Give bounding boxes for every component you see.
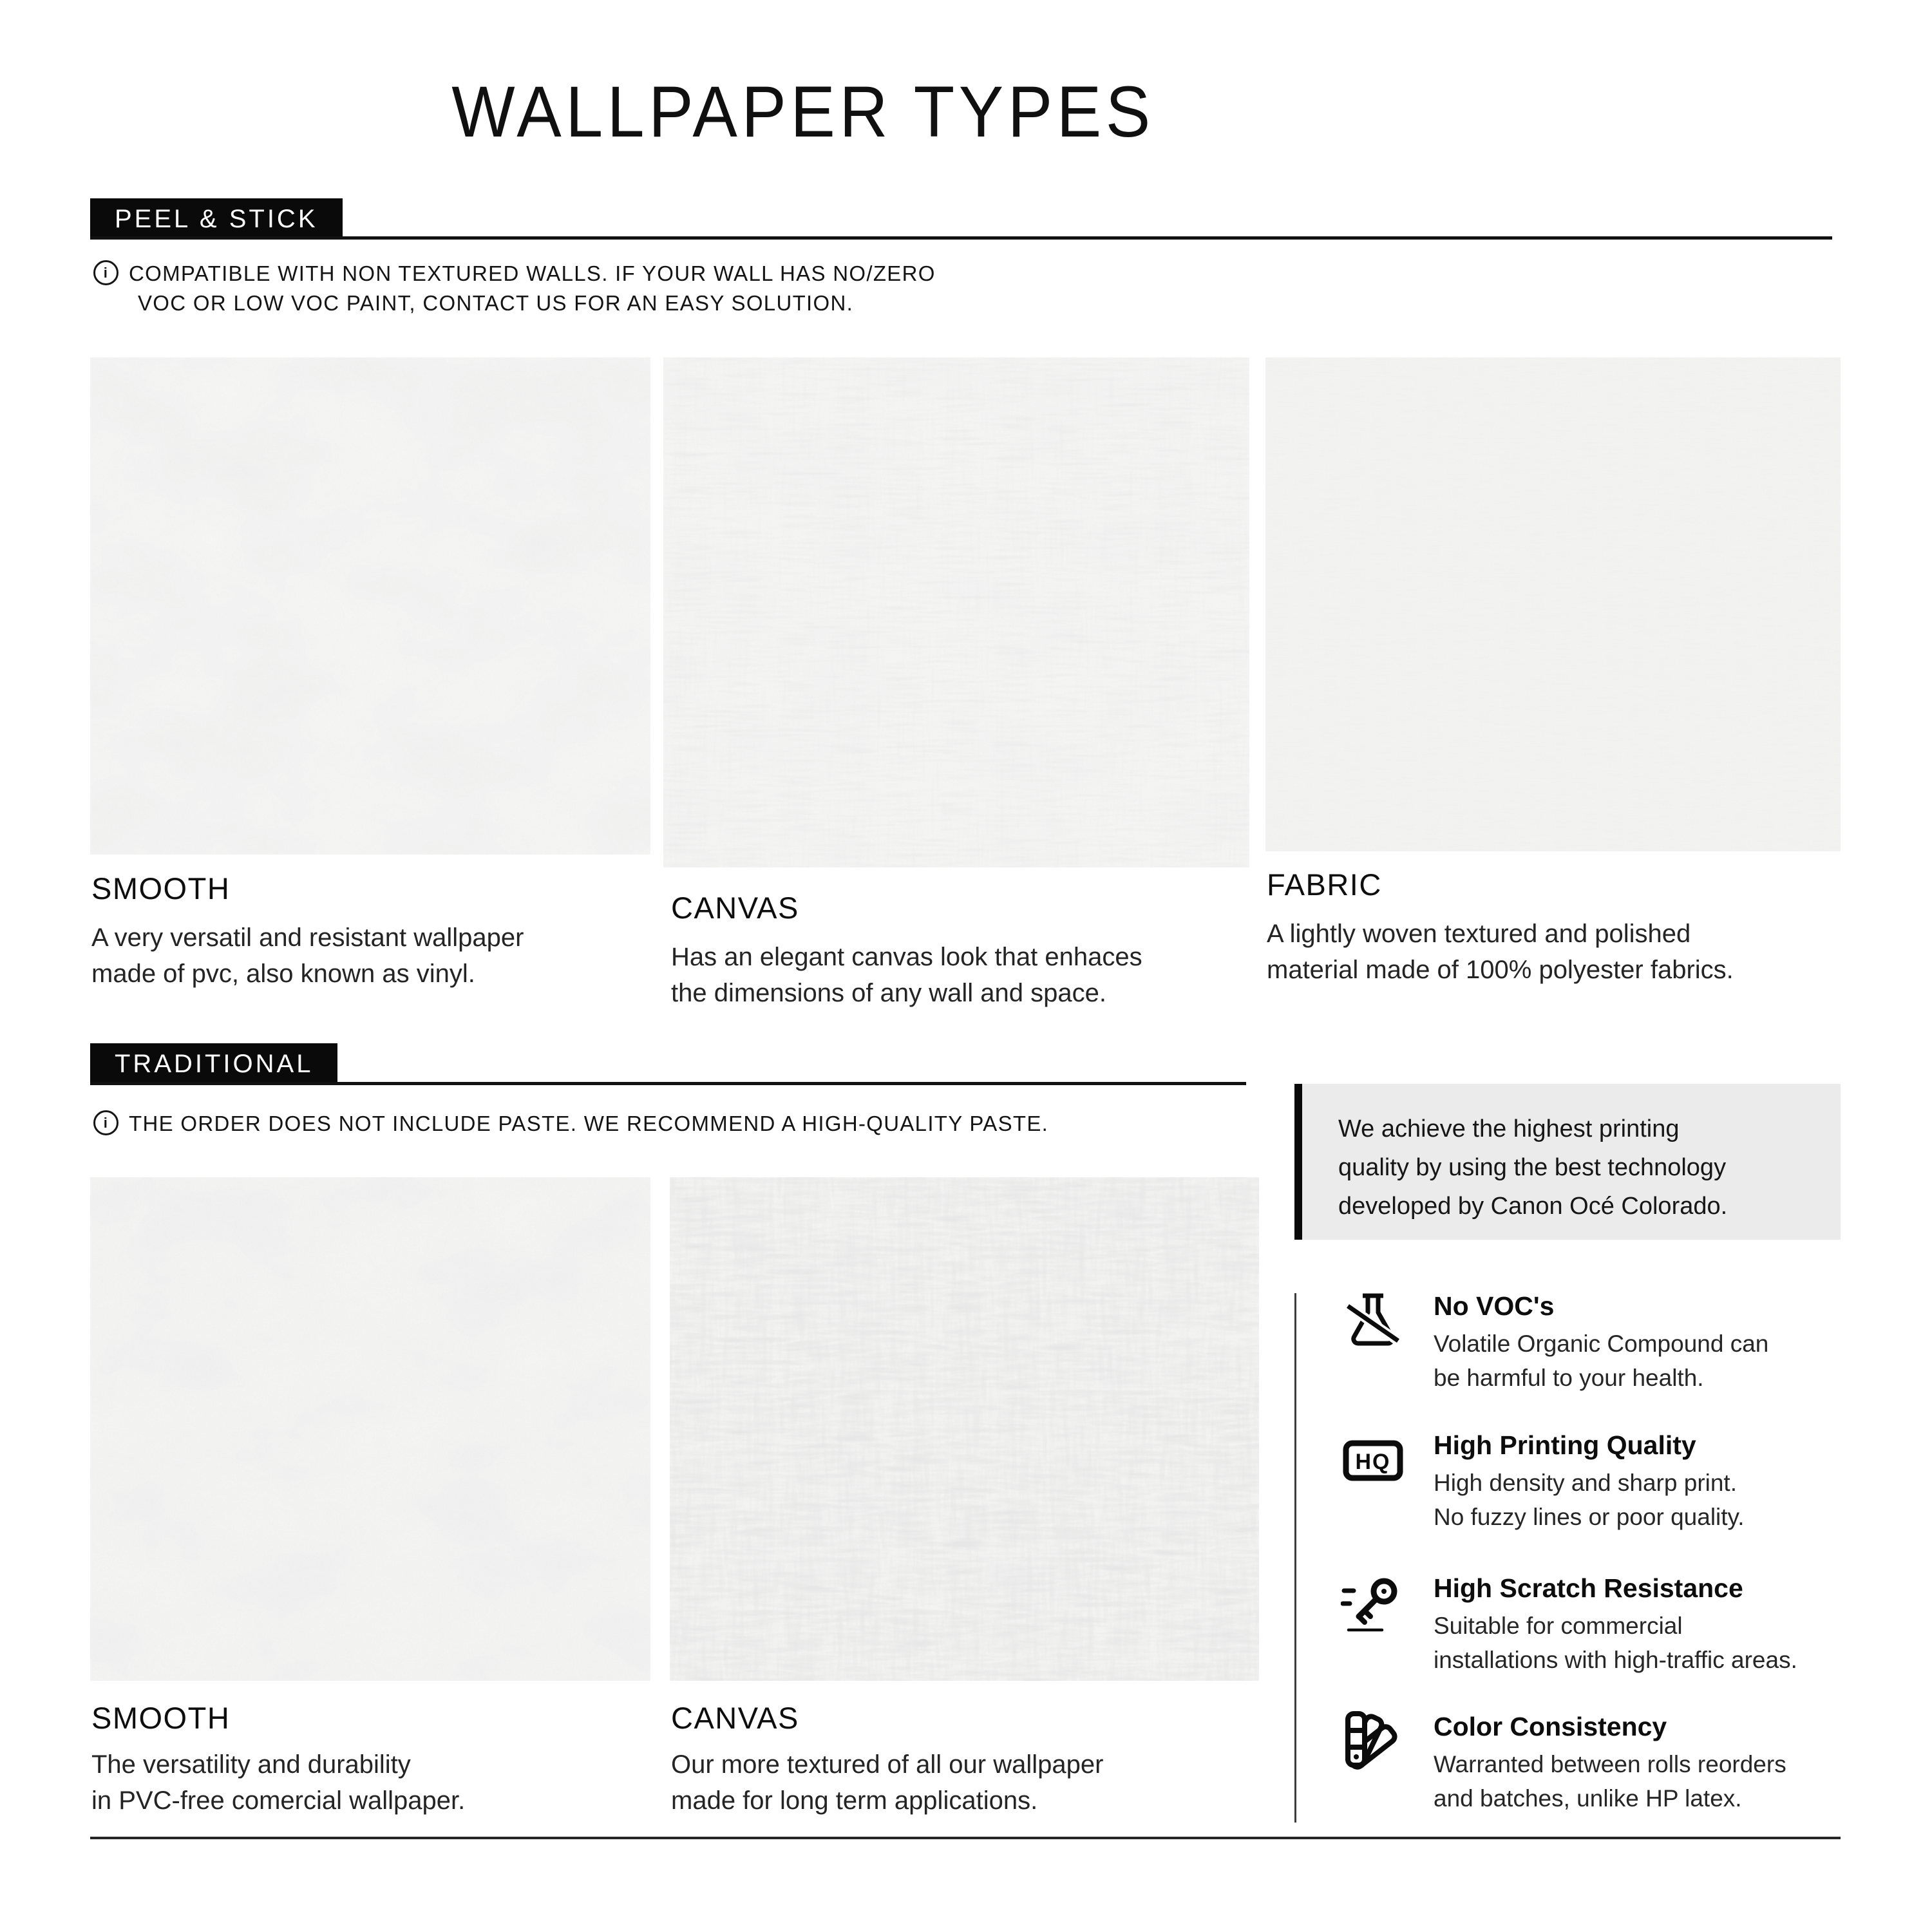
bottom-rule: [90, 1837, 1841, 1839]
traditional-info: [93, 1109, 1048, 1139]
feature-high-printing-quality: [1341, 1428, 1817, 1534]
traditional-rule: [90, 1082, 1246, 1085]
features-divider-line: [1294, 1293, 1296, 1823]
desc-line: A lightly woven textured and polished: [1267, 920, 1691, 948]
peel-stick-badge-label: PEEL & STICK: [90, 198, 343, 240]
quality-note-line: developed by Canon Océ Colorado.: [1338, 1193, 1728, 1220]
desc-line: A very versatil and resistant wallpaper: [91, 923, 524, 952]
no-voc-flask-icon: [1341, 1289, 1405, 1354]
traditional-info-line: THE ORDER DOES NOT INCLUDE PASTE. WE RECOMMEND A HIGH-QUALITY PASTE.: [129, 1112, 1049, 1135]
swatch-description: [91, 920, 524, 992]
swatch-description: [91, 1747, 465, 1819]
feature-desc-line: Suitable for commercial: [1434, 1613, 1683, 1639]
peel-info-line: COMPATIBLE WITH NON TEXTURED WALLS. IF YOUR WALL HAS NO/ZERO: [129, 261, 936, 285]
hq-badge-icon: [1341, 1428, 1405, 1493]
feature-high-scratch-resistance: [1341, 1571, 1817, 1677]
swatch-peel-canvas: [663, 357, 1249, 867]
swatch-description: [671, 939, 1142, 1011]
page-title: WALLPAPER TYPES: [451, 71, 1155, 152]
hq-icon-label: HQ: [1355, 1450, 1391, 1474]
feature-desc-line: No fuzzy lines or poor quality.: [1434, 1504, 1745, 1530]
feature-desc-line: Warranted between rolls reorders: [1434, 1751, 1786, 1777]
quality-note-line: We achieve the highest printing: [1338, 1115, 1680, 1142]
feature-description: [1434, 1609, 1797, 1677]
swatch-label: FABRIC: [1267, 867, 1382, 902]
desc-line: made for long term applications.: [671, 1786, 1038, 1815]
swatch-peel-smooth: [90, 357, 650, 855]
swatch-label: SMOOTH: [91, 871, 231, 905]
swatch-label: CANVAS: [671, 1701, 799, 1735]
peel-stick-info: [93, 259, 936, 318]
feature-desc-line: High density and sharp print.: [1434, 1470, 1737, 1496]
quality-note-box: [1302, 1084, 1841, 1240]
desc-line: in PVC-free comercial wallpaper.: [91, 1786, 466, 1815]
feature-desc-line: and batches, unlike HP latex.: [1434, 1785, 1742, 1812]
quality-note-accent-bar: [1294, 1084, 1302, 1240]
info-icon: i: [93, 1110, 118, 1135]
feature-title: Color Consistency: [1434, 1712, 1667, 1741]
swatch-description: [671, 1747, 1103, 1819]
section-badge-peel-stick: [90, 198, 343, 240]
desc-line: Our more textured of all our wallpaper: [671, 1750, 1104, 1779]
quality-note-line: quality by using the best technology: [1338, 1154, 1727, 1181]
swatch-label: SMOOTH: [91, 1701, 231, 1735]
color-swatches-icon: [1341, 1710, 1405, 1774]
swatch-traditional-canvas: [670, 1177, 1259, 1681]
feature-title: High Scratch Resistance: [1434, 1573, 1743, 1603]
feature-color-consistency: [1341, 1710, 1817, 1815]
swatch-peel-fabric: [1265, 357, 1841, 851]
desc-line: The versatility and durability: [91, 1750, 411, 1779]
key-scratch-icon: [1341, 1571, 1405, 1636]
desc-line: the dimensions of any wall and space.: [671, 979, 1106, 1007]
swatch-label: CANVAS: [671, 891, 799, 925]
feature-description: [1434, 1747, 1786, 1815]
peel-info-line: VOC OR LOW VOC PAINT, CONTACT US FOR AN EASY SOLUTION.: [138, 291, 854, 315]
swatch-traditional-smooth: [90, 1177, 650, 1681]
swatch-description: [1267, 916, 1734, 988]
feature-description: [1434, 1466, 1745, 1534]
section-badge-traditional: [90, 1043, 337, 1084]
feature-title: No VOC's: [1434, 1291, 1555, 1321]
traditional-badge-label: TRADITIONAL: [90, 1043, 337, 1084]
desc-line: made of pvc, also known as vinyl.: [91, 960, 475, 988]
feature-no-voc: [1341, 1289, 1817, 1395]
feature-desc-line: be harmful to your health.: [1434, 1365, 1704, 1391]
feature-description: [1434, 1327, 1768, 1395]
desc-line: material made of 100% polyester fabrics.: [1267, 956, 1734, 984]
desc-line: Has an elegant canvas look that enhaces: [671, 943, 1142, 971]
info-icon: i: [93, 260, 118, 285]
feature-desc-line: Volatile Organic Compound can: [1434, 1331, 1769, 1357]
feature-title: High Printing Quality: [1434, 1430, 1696, 1460]
peel-stick-rule: [90, 236, 1832, 240]
feature-desc-line: installations with high-traffic areas.: [1434, 1647, 1797, 1673]
